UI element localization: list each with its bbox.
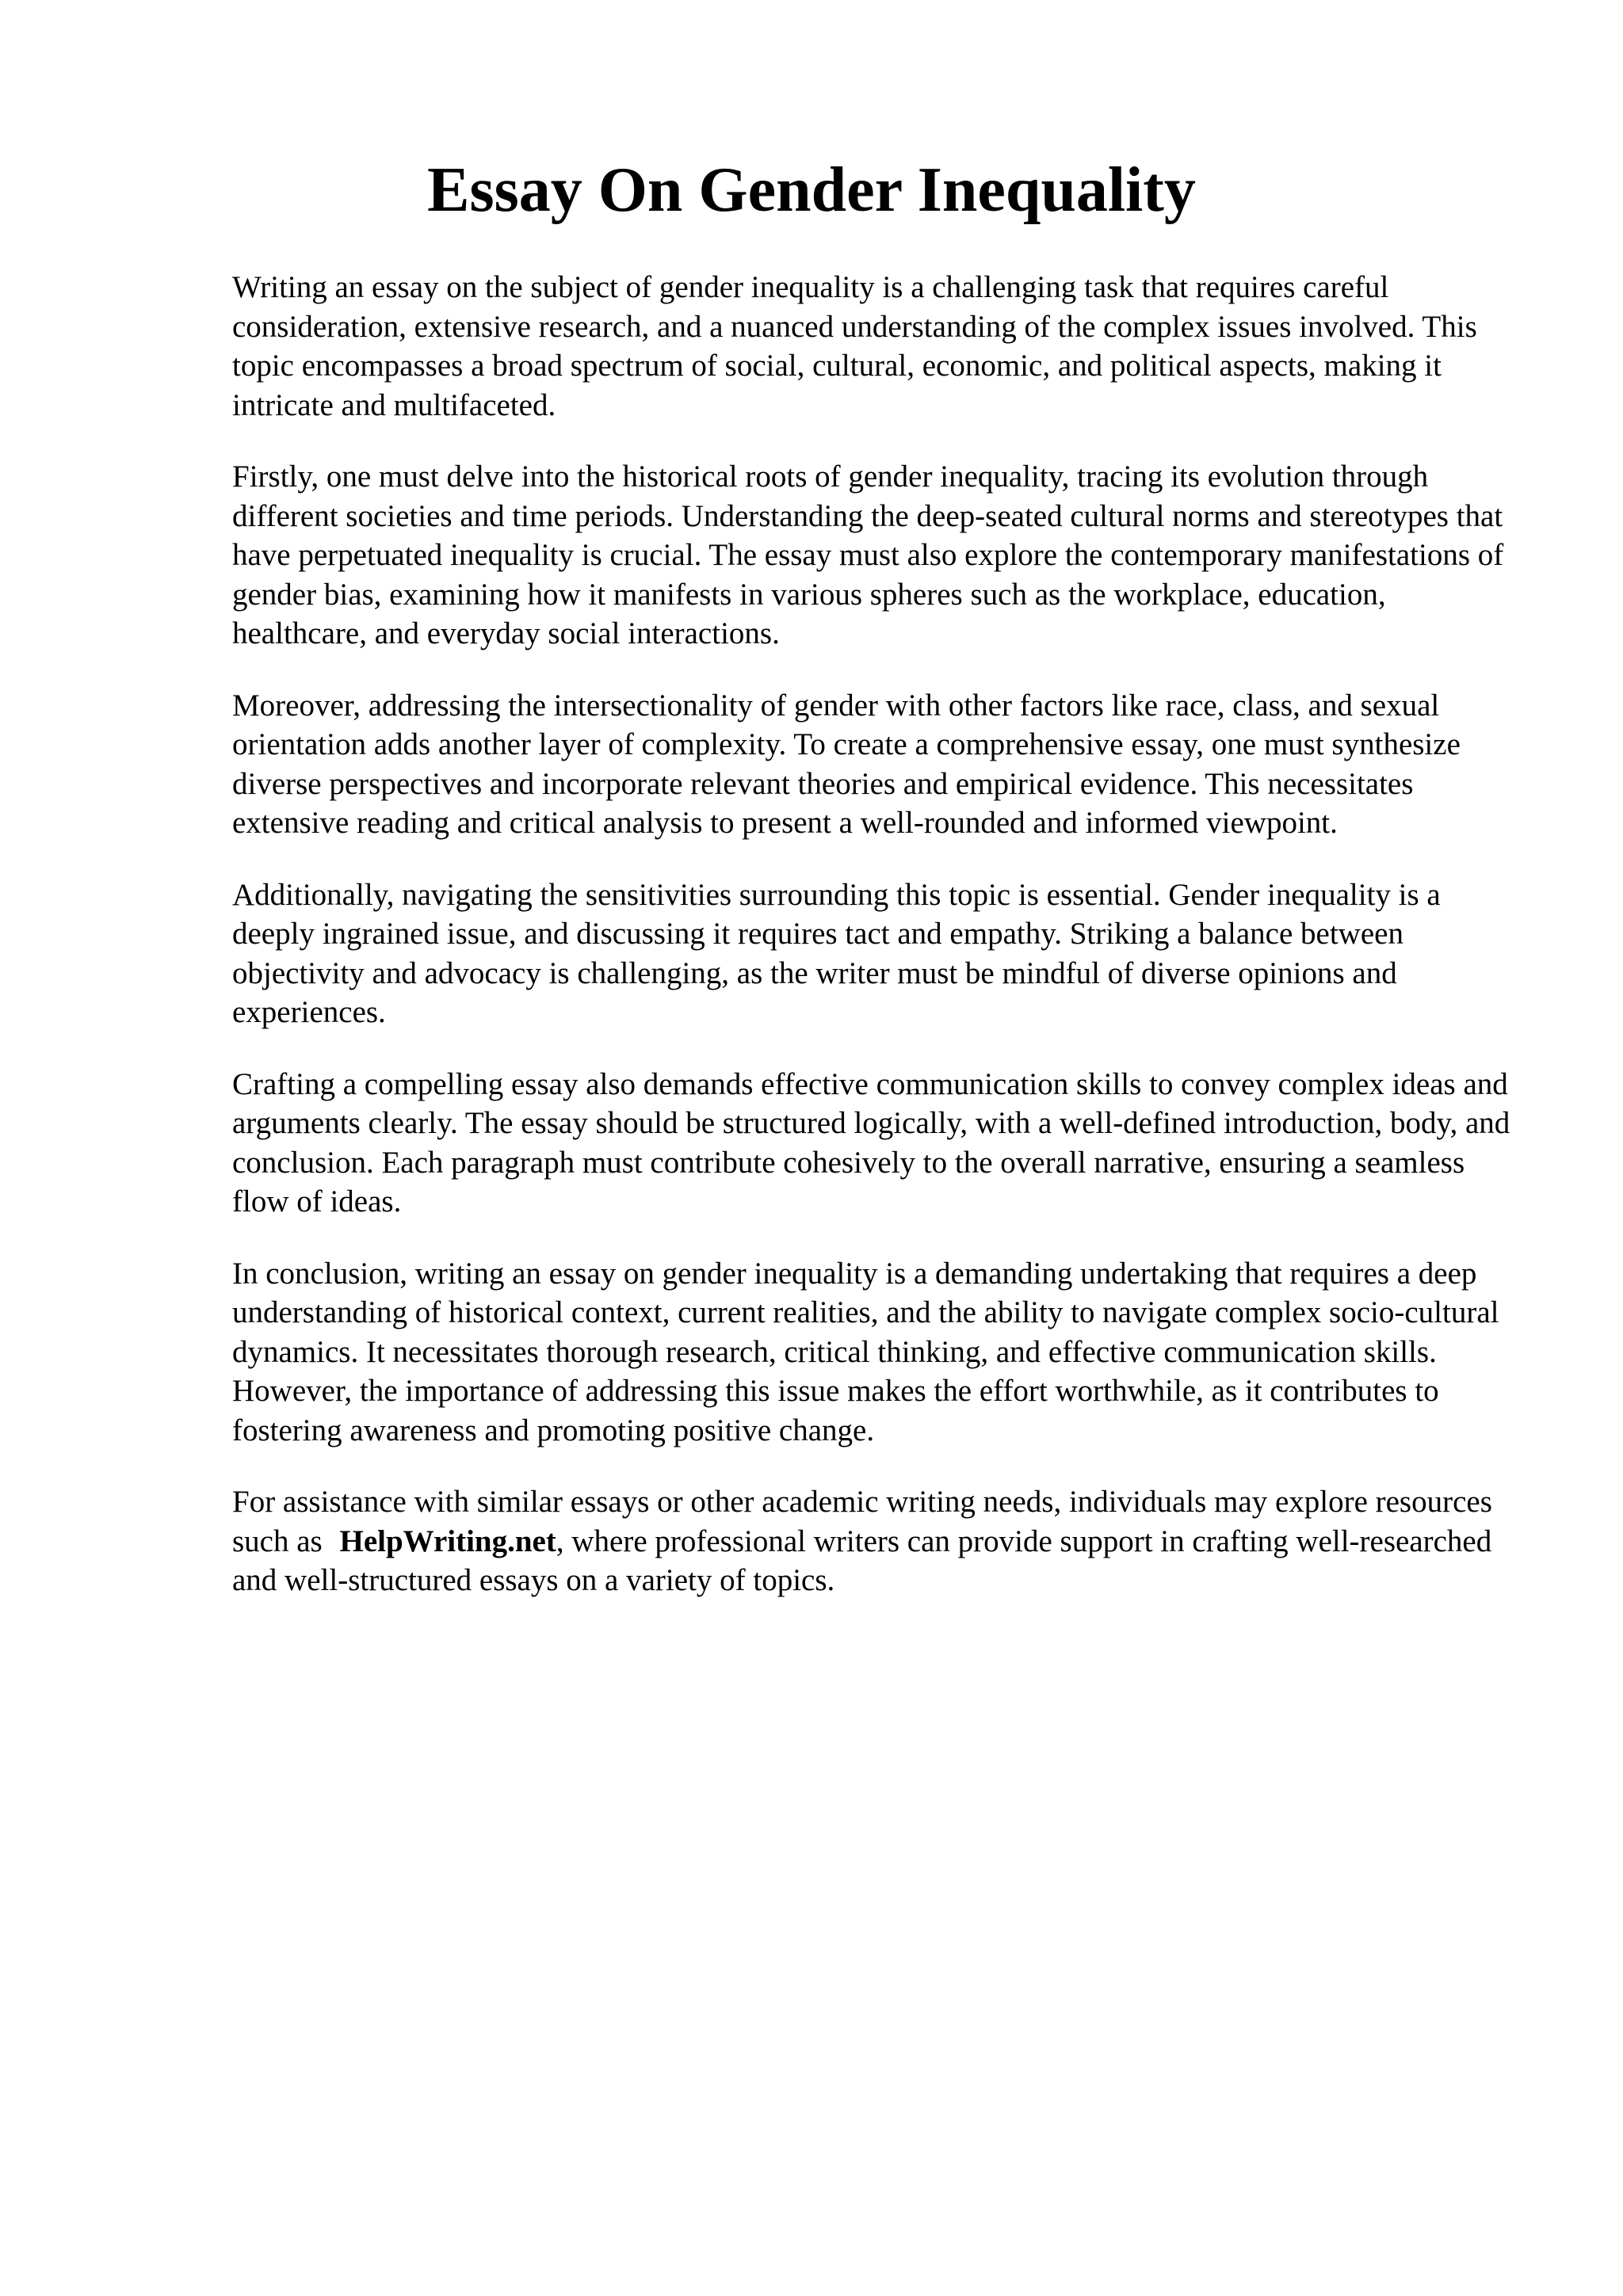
paragraph-intersectionality: Moreover, addressing the intersectionality of gender with other factors like race, class, and sexual orientation adds another layer of complexity. To create a comprehensive essay, one must synthesize diverse perspectives and incorporate relevant theories and empirical evidence. This necessitates extensive reading and critical analysis to present a well-rounded and informed viewpoint. [232,688,1461,840]
paragraph-conclusion: In conclusion, writing an essay on gender inequality is a demanding undertaking that requires a deep understanding of historical context, current realities, and the ability to navigate complex socio-cultural dynamics. It necessitates thorough research, critical thinking, and effective communication skills. However, the importance of addressing this issue makes the effort worthwhile, as it contributes to fostering awareness and promoting positive change. [232,1256,1499,1447]
helpwriting-link[interactable]: HelpWriting.net [339,1524,556,1558]
paragraph-sensitivities: Additionally, navigating the sensitivities surrounding this topic is essential. Gender inequality is a deeply ingrained issue, and discussing it requires tact and empathy. Striking a balance between objectivity and advocacy is challenging, as the writer must be mindful of diverse opinions and experiences. [232,877,1441,1029]
essay-body [232,268,1524,1633]
paragraph-communication: Crafting a compelling essay also demands effective communication skills to convey complex ideas and arguments clearly. The essay should be structured logically, with a well-defined introduction, body, and conclusion. Each paragraph must contribute cohesively to the overall narrative, ensuring a seamless flow of ideas. [232,1066,1510,1219]
closing-text-before: For assistance with similar essays or other academic writing needs, individuals may explore resources such as [232,1485,1492,1558]
paragraph-closing [232,1482,1524,1600]
page-title: Essay On Gender Inequality [427,155,1196,225]
closing-text-after: , where professional writers can provide support in crafting well-researched and well-structured essays on a variety of topics. [232,1524,1492,1597]
paragraph-intro: Writing an essay on the subject of gender inequality is a challenging task that requires careful consideration, extensive research, and a nuanced understanding of the complex issues involved. This topic encompasses a broad spectrum of social, cultural, economic, and political aspects, making it intricate and multifaceted. [232,270,1477,422]
paragraph-historical-roots: Firstly, one must delve into the historical roots of gender inequality, tracing its evolution through different societies and time periods. Understanding the deep-seated cultural norms and stereotypes that have perpetuated inequality is crucial. The essay must also explore the contemporary manifestations of gender bias, examining how it manifests in various spheres such as the workplace, education, healthcare, and everyday social interactions. [232,460,1504,650]
